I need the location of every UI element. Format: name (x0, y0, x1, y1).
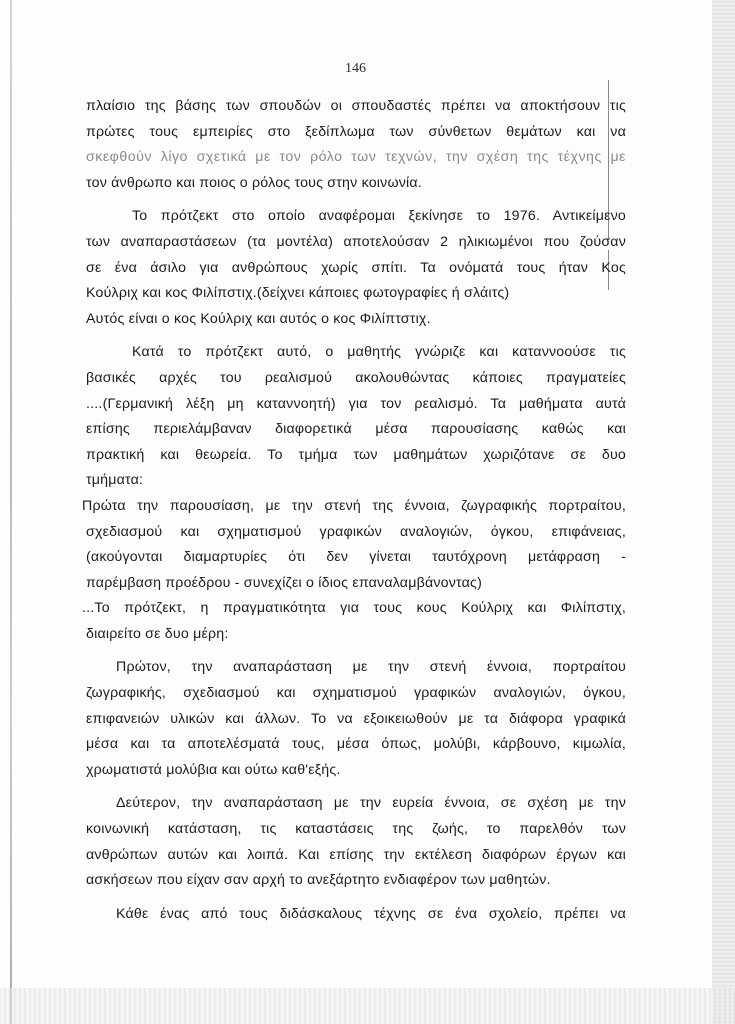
text-line: σχεδιασμού και σχηματισμού γραφικών αναλογιών, όγκου, επιφάνειας, (86, 523, 626, 540)
text-line: πρακτική και θεωρεία. Το τμήμα των μαθημάτων χωριζότανε σε δυο (86, 446, 626, 463)
text-line: Κατά το πρότζεκτ αυτό, ο μαθητής γνώριζε και καταννοούσε τις (132, 344, 626, 361)
text-line: χρωματιστά μολύβια και ούτω καθ'εξής. (86, 761, 341, 778)
document-text (82, 94, 626, 927)
text-line: πλαίσιο της βάσης των σπουδών οι σπουδαστές πρέπει να αποκτήσουν τις (86, 98, 626, 114)
text-line: Δεύτερον, την αναπαράσταση με την ευρεία έννοια, σε σχέση με την (116, 795, 626, 812)
text-line: ....(Γερμανική λέξη μη καταννοητή) για τον ρεαλισμό. Τα μαθήματα αυτά (86, 395, 626, 412)
text-line: επιφανειών υλικών και άλλων. Το να εξοικειωθούν με τα διάφορα γραφικά (86, 710, 626, 727)
text-line: τον άνθρωπο και ποιος ο ρόλος τους στην κοινωνία. (86, 174, 422, 191)
page-right-scan-border (712, 0, 735, 1024)
text-line: (ακούγονται διαμαρτυρίες ότι δεν γίνεται ταυτόχρονη μετάφραση - (86, 549, 626, 566)
text-line: ζωγραφικής, σχεδιασμού και σχηματισμού γραφικών αναλογιών, όγκου, (86, 685, 626, 702)
text-line: Πρώτα την παρουσίαση, με την στενή της έννοια, ζωγραφικής πορτραίτου, (82, 497, 626, 514)
text-line: Αυτός είναι ο κος Κούλριχ και αυτός ο κος Φιλίπτστιχ. (86, 310, 431, 327)
text-line: ασκήσεων που είχαν σαν αρχή το ανεξάρτητο ενδιαφέρον των μαθητών. (86, 872, 551, 889)
text-line: βασικές αρχές του ρεαλισμού ακολουθώντας κάποιες πραγματείες (86, 369, 626, 386)
text-line: διαιρείτο σε δυο μέρη: (86, 625, 229, 642)
text-line: Κούλριχ και κος Φιλίπστιχ.(δείχνει κάποιες φωτογραφίες ή σλάιτς) (86, 285, 510, 302)
text-line: τμήματα: (86, 472, 144, 489)
text-line: κοινωνική κατάσταση, τις καταστάσεις της ζωής, το παρελθόν των (86, 821, 626, 838)
text-line: των αναπαραστάσεων (τα μοντέλα) αποτελούσαν 2 ηλικιωμένοι που ζούσαν (86, 233, 626, 250)
text-line: επίσης περιελάμβαναν διαφορετικά μέσα παρουσίασης καθώς και (86, 421, 626, 438)
text-line: παρέμβαση προέδρου - συνεχίζει ο ίδιος επαναλαμβάνοντας) (86, 574, 482, 591)
page-bottom-scan-noise (0, 988, 735, 1024)
text-line: σκεφθούν λίγο σχετικά με τον ρόλο των τεχνών, την σχέση της τέχνης με (86, 149, 626, 166)
text-line: Κάθε ένας από τους διδάσκαλους τέχνης σε ένα σχολείο, πρέπει να (116, 905, 626, 922)
text-line: μέσα και τα αποτελέσματά τους, μέσα όπως, μολύβι, κάρβουνο, κιμωλία, (86, 736, 626, 753)
page-left-edge (10, 0, 12, 1024)
text-line: ...Το πρότζεκτ, η πραγματικότητα για τους κους Κούλριχ και Φιλίπστιχ, (82, 600, 626, 617)
text-line: ανθρώπων αυτών και λοιπά. Και επίσης την εκτέλεση διαφόρων έργων και (86, 846, 626, 863)
text-line: πρώτες τους εμπειρίες στο ξεδίπλωμα των σύνθετων θεμάτων και να (86, 123, 626, 140)
text-line: σε ένα άσιλο για ανθρώπους χωρίς σπίτι. Τα ονόματά τους ήταν Κος (86, 259, 626, 276)
text-line: Το πρότζεκτ στο οποίο αναφέρομαι ξεκίνησε το 1976. Αντικείμενο (132, 208, 626, 225)
text-line: Πρώτον, την αναπαράσταση με την στενή έννοια, πορτραίτου (116, 659, 626, 676)
page-number: 146 (345, 61, 366, 76)
